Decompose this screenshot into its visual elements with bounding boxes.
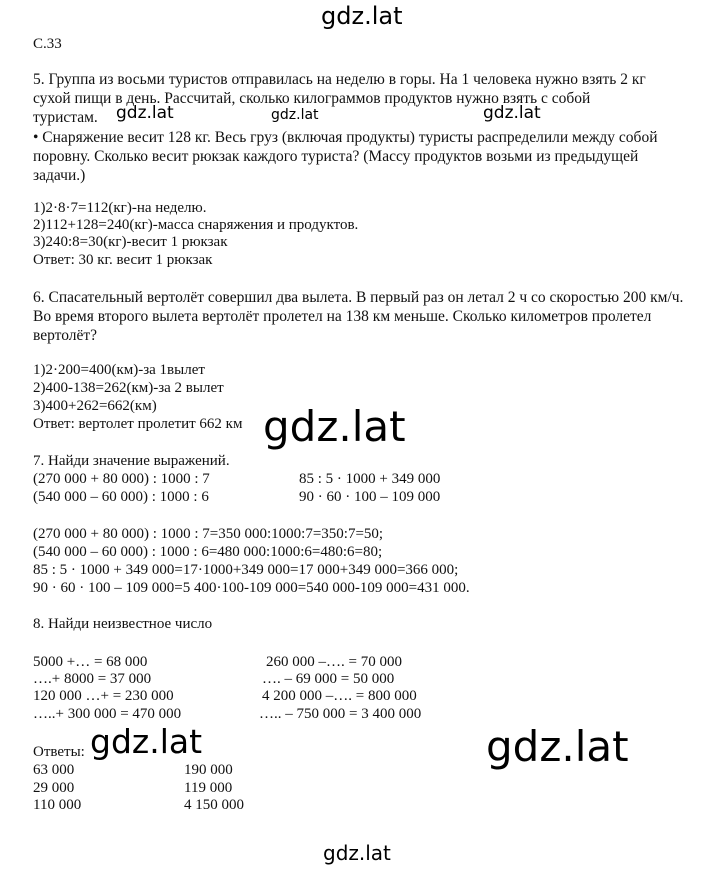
task7-solution: (270 000 + 80 000) : 1000 : 7=350 000:1000:7=350:7=50; (33, 526, 384, 542)
task8-heading: 8. Найди неизвестное число (33, 616, 213, 632)
answer-value: 29 000 (33, 780, 75, 796)
task8-equation: …. – 69 000 = 50 000 (262, 671, 395, 687)
task8-equation: 5000 +… = 68 000 (33, 654, 148, 670)
task8-equation: …..+ 300 000 = 470 000 (33, 706, 182, 722)
task5-bullet: • Снаряжение весит 128 кг. Весь груз (включая продукты) туристы распределили между собой поровну. Сколько весит рюкзак каждого туриста? (Массу продуктов возьми из предыдущей задачи.) (33, 129, 658, 184)
task6-step-2: 2)400-138=262(км)-за 2 вылет (33, 380, 224, 396)
answers-label: Ответы: (33, 744, 85, 760)
task8-equation: ….. – 750 000 = 3 400 000 (259, 706, 422, 722)
task7-solution: 90 · 60 · 100 – 109 000=5 400·100-109 000=540 000-109 000=431 000. (33, 580, 470, 596)
answer-value: 110 000 (33, 797, 82, 813)
watermark-inline: gdz.lat (271, 107, 319, 123)
task6-step-3: 3)400+262=662(км) (33, 398, 157, 414)
watermark-top: gdz.lat (321, 2, 403, 30)
watermark-inline: gdz.lat (116, 103, 174, 123)
task7-expression: 85 : 5 · 1000 + 349 000 (299, 471, 441, 487)
watermark-large: gdz.lat (90, 722, 203, 761)
task8-equation: 260 000 –…. = 70 000 (266, 654, 402, 670)
task6-answer: Ответ: вертолет пролетит 662 км (33, 416, 243, 432)
task7-expression: 90 · 60 · 100 – 109 000 (299, 489, 441, 505)
watermark-inline: gdz.lat (483, 103, 541, 123)
answer-value: 119 000 (184, 780, 233, 796)
task5-step-1: 1)2·8·7=112(кг)-на неделю. (33, 200, 207, 216)
answer-value: 190 000 (184, 762, 233, 778)
task5-line2: сухой пищи в день. Рассчитай, сколько килограммов продуктов нужно взять с собой (33, 90, 591, 107)
watermark-large: gdz.lat (263, 402, 406, 451)
task6-text: 6. Спасательный вертолёт совершил два вылета. В первый раз он летал 2 ч со скоростью 200 км/ч. Во время второго вылета вертолёт пролетел на 138 км меньше. Сколько километров пролетел вертолёт? (33, 289, 684, 344)
watermark-bottom: gdz.lat (323, 841, 391, 865)
answer-value: 63 000 (33, 762, 75, 778)
task5-line3: туристам. (33, 109, 98, 126)
task6-step-1: 1)2·200=400(км)-за 1вылет (33, 362, 205, 378)
task5-step-2: 2)112+128=240(кг)-масса снаряжения и продуктов. (33, 217, 359, 233)
task5-answer: Ответ: 30 кг. весит 1 рюкзак (33, 252, 213, 268)
page-label: С.33 (33, 36, 62, 52)
task8-equation: ….+ 8000 = 37 000 (33, 671, 152, 687)
task8-equation: 120 000 …+ = 230 000 (33, 688, 174, 704)
task7-solution: 85 : 5 · 1000 + 349 000=17·1000+349 000=17 000+349 000=366 000; (33, 562, 459, 578)
task5-line1: 5. Группа из восьми туристов отправилась на неделю в горы. На 1 человека нужно взять 2 кг (33, 71, 646, 88)
task7-expression: (270 000 + 80 000) : 1000 : 7 (33, 471, 210, 487)
answer-value: 4 150 000 (184, 797, 244, 813)
task5-step-3: 3)240:8=30(кг)-весит 1 рюкзак (33, 234, 228, 250)
task7-heading: 7. Найди значение выражений. (33, 453, 230, 469)
watermark-large: gdz.lat (486, 722, 629, 771)
task7-expression: (540 000 – 60 000) : 1000 : 6 (33, 489, 209, 505)
task7-solution: (540 000 – 60 000) : 1000 : 6=480 000:1000:6=480:6=80; (33, 544, 383, 560)
task8-equation: 4 200 000 –…. = 800 000 (262, 688, 417, 704)
